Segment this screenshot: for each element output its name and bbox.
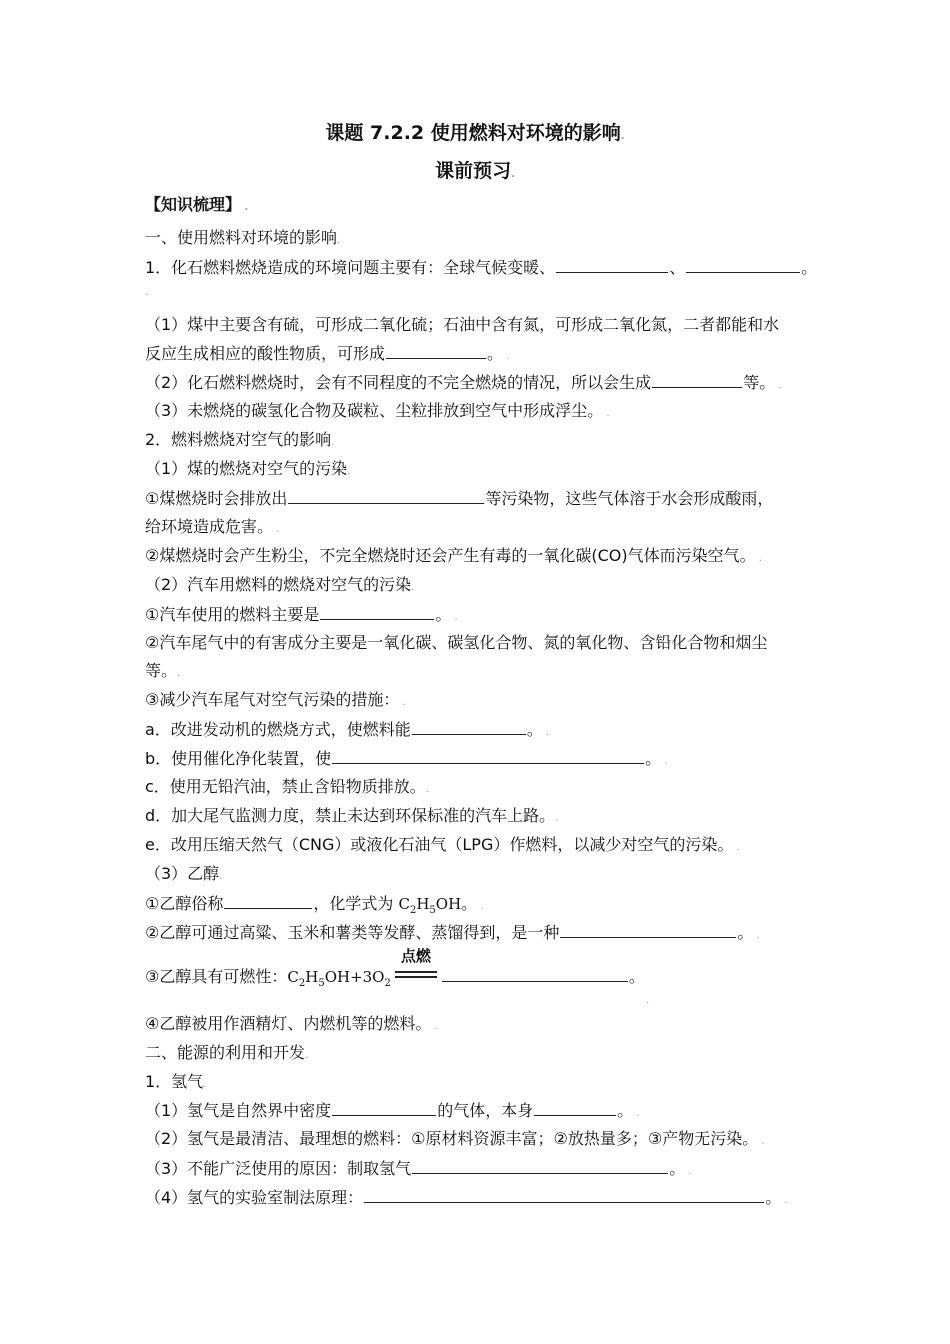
section-header: 【知识梳理】 . (145, 195, 249, 214)
text-line-28: （2）氢气是最清洁、最理想的燃料：①原材料资源丰富；②放热量多；③产物无污染。 . (145, 1129, 765, 1148)
blank-acid-rain (386, 342, 486, 359)
text-line-2: （1）煤中主要含有硫，可形成二氧化硫；石油中含有氮，可形成二氧化氮，二者都能和水 (145, 315, 780, 334)
blank-combustion-products (442, 965, 628, 982)
stray-dot: . (646, 995, 650, 1006)
text-line-21: （3）乙醇. (145, 864, 223, 883)
blank-energy-type (560, 921, 736, 938)
text-line-6: 2．燃料燃烧对空气的影响. (145, 430, 335, 449)
text-line-4: （2）化石燃料燃烧时，会有不同程度的不完全燃烧的情况，所以会生成 等。 . (145, 373, 782, 392)
blank-hydrogen-production (412, 1157, 668, 1174)
page-title: 课题 7.2.2 使用燃料对环境的影响. (325, 122, 625, 144)
text-line-12: ①汽车使用的燃料主要是 。 . (145, 605, 458, 624)
blank-ethanol-name (224, 892, 312, 909)
reaction-equals-sign (393, 947, 439, 987)
page-subtitle: 课前预习. (435, 160, 515, 182)
text-line-8: ①煤燃烧时会排放出 等污染物，这些气体溶于水会形成酸雨， (145, 489, 774, 508)
blank-env-problem-1 (556, 256, 668, 273)
text-line-9: 给环境造成危害。 . (145, 517, 280, 536)
blank-hydrogen-property (534, 1099, 616, 1116)
text-line-27: （1）氢气是自然界中密度 的气体，本身 。 . (145, 1101, 640, 1120)
text-line-7: （1）煤的燃烧对空气的污染. (145, 459, 351, 478)
blank-full-combustion (412, 718, 526, 735)
heading-two: 二、能源的利用和开发. (145, 1043, 309, 1062)
text-line-11: （2）汽车用燃料的燃烧对空气的污染. (145, 575, 415, 594)
text-line-17: b．使用催化净化装置，使 。 . (145, 749, 668, 768)
text-line-30: （4）氢气的实验室制法原理： 。 . (145, 1188, 788, 1207)
text-line-29: （3）不能广泛使用的原因：制取氢气 。 . (145, 1159, 692, 1178)
text-line-13: ②汽车尾气中的有害成分主要是一氧化碳、碳氢化合物、氮的氧化物、含铅化合物和烟尘 (145, 633, 768, 652)
blank-hydrogen-lab-method (364, 1186, 764, 1203)
text-line-22: ①乙醇俗称 ，化学式为 $C_2H_5OH$。 . (145, 894, 484, 916)
combustion-reactants: $C_2H_5OH+3O_2$ (287, 968, 391, 989)
text-line-25: ④乙醇被用作酒精灯、内燃机等的燃料。 . (145, 1014, 438, 1033)
ethanol-formula: $C_2H_5OH$ (398, 895, 462, 916)
text-line-20: e．改用压缩天然气（CNG）或液化石油气（LPG）作燃料，以减少对空气的污染。 . (145, 835, 740, 854)
text-line-16: a．改进发动机的燃烧方式，使燃料能 。 . (145, 720, 550, 739)
reaction-condition: 点燃 (400, 947, 431, 965)
text-line-15: ③减少汽车尾气对空气污染的措施： . (145, 690, 406, 709)
heading-one: 一、使用燃料对环境的影响. (145, 228, 341, 247)
text-line-1: 1．化石燃料燃烧造成的环境问题主要有：全球气候变暖、 、 。 (145, 258, 818, 277)
stray-dot: . (145, 287, 149, 298)
blank-coal-pollutants (288, 487, 484, 504)
blank-catalytic-converter (332, 747, 644, 764)
text-line-10: ②煤燃烧时会产生粉尘，不完全燃烧时还会产生有毒的一氧化碳(CO)气体而污染空气。 . (145, 546, 762, 565)
blank-incomplete-combustion (652, 371, 742, 388)
text-line-5: （3）未燃烧的碳氢化合物及碳粒、尘粒排放到空气中形成浮尘。 . (145, 401, 610, 420)
blank-env-problem-2 (686, 256, 800, 273)
blank-vehicle-fuel (320, 603, 434, 620)
blank-hydrogen-density (332, 1099, 436, 1116)
text-line-3: 反应生成相应的酸性物质，可形成 。 . (145, 344, 510, 363)
text-line-19: d．加大尾气监测力度，禁止未达到环保标准的汽车上路。. (145, 806, 559, 825)
text-line-14: 等。. (145, 661, 181, 680)
text-line-24: ③乙醇具有可燃性：$C_2H_5OH+3O_2$ 点燃 。 (145, 947, 645, 989)
text-line-18: c．使用无铅汽油，禁止含铅物质排放。. (145, 777, 429, 796)
text-line-26: 1．氢气. (145, 1072, 207, 1091)
text-line-23: ②乙醇可通过高粱、玉米和薯类等发酵、蒸馏得到，是一种 。 . (145, 923, 760, 942)
